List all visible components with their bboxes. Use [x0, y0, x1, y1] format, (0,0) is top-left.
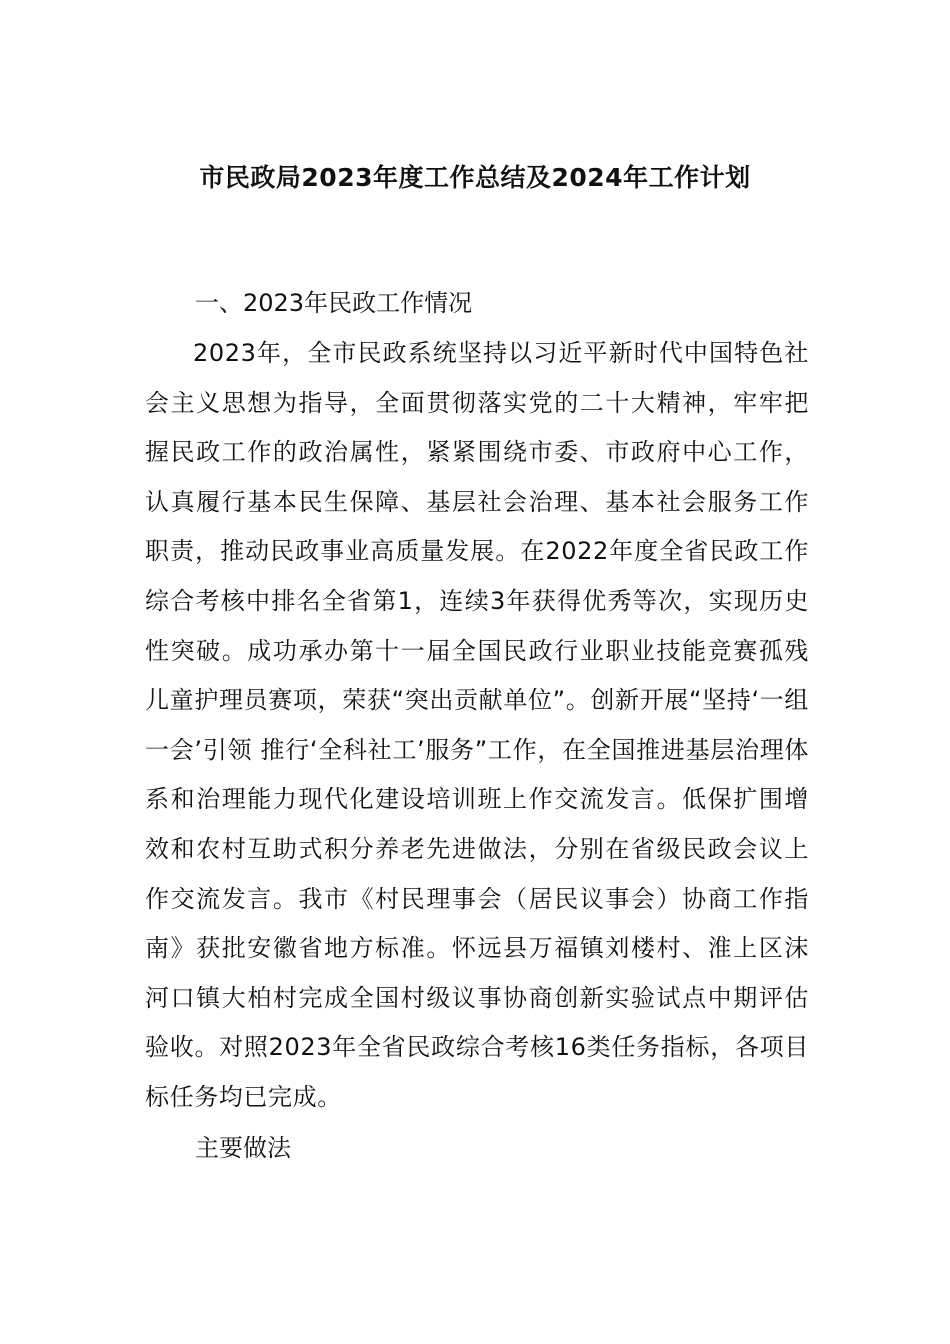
- section-heading: 一、2023年民政工作情况: [195, 289, 473, 317]
- body-paragraph: 2023年，全市民政系统坚持以习近平新时代中国特色社会主义思想为指导，全面贯彻落实党的二十大精神，牢牢把握民政工作的政治属性，紧紧围绕市委、市政府中心工作，认真履行基本民生保障、基层社会治理、基本社会服务工作职责，推动民政事业高质量发展。在2022年度全省民政工作综合考核中排名全省第1，连续3年获得优秀等次，实现历史性突破。成功承办第十一届全国民政行业职业技能竞赛孤残儿童护理员赛项，荣获“突出贡献单位”。创新开展“坚持‘一组一会’引领 推行‘全科社工’服务”工作，在全国推进基层治理体系和治理能力现代化建设培训班上作交流发言。低保扩围增效和农村互助式积分养老先进做法，分别在省级民政会议上作交流发言。我市《村民理事会（居民议事会）协商工作指南》获批安徽省地方标准。怀远县万福镇刘楼村、淮上区沫河口镇大柏村完成全国村级议事协商创新实验试点中期评估验收。对照2023年全省民政综合考核16类任务指标，各项目标任务均已完成。: [145, 339, 809, 1111]
- document-title: 市民政局2023年度工作总结及2024年工作计划: [199, 163, 751, 192]
- sub-heading: 主要做法: [195, 1134, 291, 1162]
